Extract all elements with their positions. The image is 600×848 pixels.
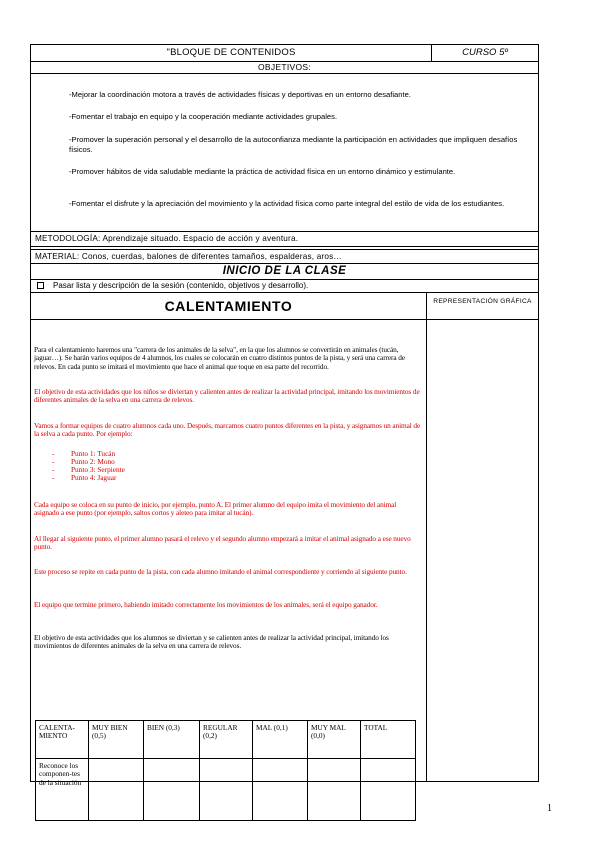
course-label: CURSO 5º bbox=[462, 47, 508, 58]
table-row bbox=[36, 759, 416, 821]
class-start-item-text: Pasar lista y descripción de la sesión (contenido, objetivos y desarrollo). bbox=[53, 281, 309, 290]
warmup-paragraph: Este proceso se repite en cada punto de la pista, con cada alumno imitando el animal correspondiente y corriendo al siguiente punto. bbox=[34, 567, 407, 576]
page-number: 1 bbox=[547, 803, 552, 814]
class-start-heading: INICIO DE LA CLASE bbox=[31, 264, 538, 280]
table-cell bbox=[144, 759, 200, 821]
lesson-sheet bbox=[30, 44, 539, 787]
warmup-paragraph: El objetivo de esta actividades que los alumnos se diviertan y se calienten antes de realizar la actividad principal, imitando los movimientos de diferentes animales de la selva en una carrera de relevos. bbox=[34, 633, 389, 651]
checkbox-bullet-icon bbox=[37, 282, 44, 289]
point-label: Punto 2: Mono bbox=[71, 457, 115, 466]
table-cell bbox=[308, 759, 361, 821]
warmup-header-row bbox=[31, 293, 538, 320]
objectives-heading: OBJETIVOS: bbox=[31, 62, 538, 74]
point-item: - Punto 3: Serpiente bbox=[52, 465, 125, 474]
table-header-cell: MUY MAL (0,0) bbox=[308, 721, 361, 759]
objective-item: -Fomentar el trabajo en equipo y la cooperación mediante actividades grupales. bbox=[69, 112, 338, 121]
class-start-item bbox=[31, 280, 538, 293]
objective-item: -Promover hábitos de vida saludable mediante la práctica de actividad física en un entorno dinámico y estimulante. bbox=[69, 167, 456, 176]
table-cell bbox=[253, 759, 308, 821]
warmup-paragraph: Cada equipo se coloca en su punto de inicio, por ejemplo, punto A. El primer alumno del equipo imita el movimiento del animal asignado a ese punto (por ejemplo, saltos cortos y aleteo para imitar al tucán). bbox=[34, 500, 397, 518]
table-cell bbox=[361, 759, 416, 821]
warmup-title: CALENTAMIENTO bbox=[31, 293, 427, 319]
warmup-paragraph: El objetivo de esta actividades que los niños se diviertan y calienten antes de realizar la actividad principal, imitando los movimientos de diferentes animales de la selva en una carrera de relevos. bbox=[34, 387, 420, 405]
point-item: - Punto 1: Tucán bbox=[52, 449, 116, 458]
table-header-cell: CALENTA- MIENTO bbox=[36, 721, 89, 759]
point-item: - Punto 4: Jaguar bbox=[52, 473, 117, 482]
table-header-cell: TOTAL bbox=[361, 721, 416, 759]
point-item: - Punto 2: Mono bbox=[52, 457, 115, 466]
warmup-paragraph: Para el calentamiento haremos una "carrera de los animales de la selva", en la que los alumnos se convertirán en animales (tucán, jaguar…). Se harán varios equipos de 4 alumnos, los cuales se colocarán en cuatro distintos puntos de la pista, y será una carrera de relevos. En cada punto se imitará el movimiento que hace el animal que toque en esa parte del recorrido. bbox=[34, 345, 405, 371]
material-row: MATERIAL: Conos, cuerdas, balones de diferentes tamaños, espalderas, aros… bbox=[31, 249, 538, 264]
warmup-paragraph: Vamos a formar equipos de cuatro alumnos cada uno. Después, marcamos cuatro puntos diferentes en la pista, y asignamos un animal de la selva a cada punto. Por ejemplo: bbox=[34, 421, 421, 439]
objectives-list bbox=[31, 74, 538, 232]
table-header-cell: REGULAR (0,2) bbox=[200, 721, 253, 759]
point-label: Punto 1: Tucán bbox=[71, 449, 116, 458]
point-label: Punto 3: Serpiente bbox=[71, 465, 125, 474]
table-header-cell: MUY BIEN (0,5) bbox=[89, 721, 144, 759]
evaluation-table bbox=[35, 720, 416, 821]
graphic-representation-heading: REPRESENTACIÓN GRÁFICA bbox=[433, 298, 532, 305]
content-block-title: "BLOQUE DE CONTENIDOS bbox=[31, 45, 432, 62]
table-header-cell: MAL (0,1) bbox=[253, 721, 308, 759]
table-header-cell: BIEN (0,3) bbox=[144, 721, 200, 759]
evaluation-header-row bbox=[36, 721, 416, 759]
warmup-description bbox=[31, 320, 427, 787]
table-cell bbox=[200, 759, 253, 821]
table-row-label: Reconoce los componen-tes de la situación bbox=[36, 759, 89, 821]
objective-item: -Fomentar el disfrute y la apreciación del movimiento y la actividad física como parte integral del estilo de vida de los estudiantes. bbox=[69, 199, 505, 208]
point-label: Punto 4: Jaguar bbox=[71, 473, 117, 482]
objective-item: -Mejorar la coordinación motora a través de actividades físicas y deportivas en un entorno desafiante. bbox=[69, 90, 411, 99]
header-row bbox=[31, 45, 538, 62]
warmup-paragraph: Al llegar al siguiente punto, el primer alumno pasará el relevo y el segundo alumno empezará a imitar el animal asignado a ese nuevo punto. bbox=[34, 534, 411, 552]
objective-item: -Promover la superación personal y el desarrollo de la autoconfianza mediante la participación en actividades que impliquen desafíos físicos. bbox=[69, 135, 518, 154]
methodology-row: METODOLOGÍA: Aprendizaje situado. Espacio de acción y aventura. bbox=[31, 232, 538, 247]
warmup-paragraph: El equipo que termine primero, habiendo imitado correctamente los movimientos de los animales, será el equipo ganador. bbox=[34, 600, 378, 609]
table-cell bbox=[89, 759, 144, 821]
